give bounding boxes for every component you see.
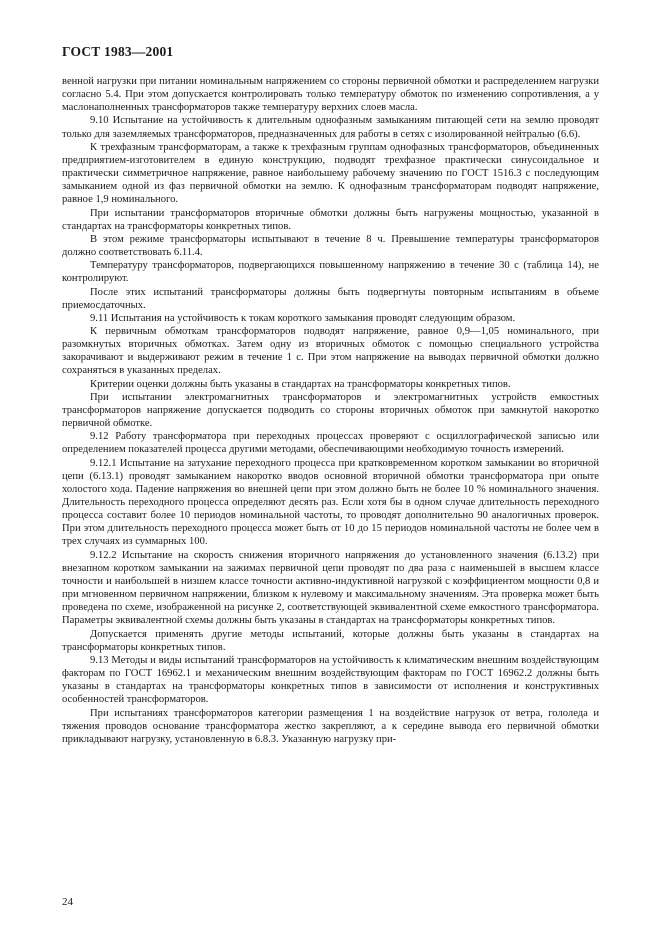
paragraph: При испытании трансформаторов вторичные обмотки должны быть нагружены мощностью, указанной в стандартах на трансформаторы конкретных типов. — [62, 207, 599, 232]
paragraph: К первичным обмоткам трансформаторов подводят напряжение, равное 0,9—1,05 номинального, при разомкнутых вторичных обмотках. Затем одну из вторичных обмоток с помощью специального устройства закорачивают и выдерживают режим в течение 1 с. При этом напряжение на выводах первичной обмотки должно сохраняться в указанных пределах. — [62, 325, 599, 377]
paragraph: После этих испытаний трансформаторы должны быть подвергнуты повторным испытаниям в объеме приемосдаточных. — [62, 286, 599, 311]
paragraph: 9.12 Работу трансформатора при переходных процессах проверяют с осциллографической записью или определением показателей процесса другими методами, обеспечивающими необходимую точность измерений. — [62, 431, 599, 456]
paragraph: Допускается применять другие методы испытаний, которые должны быть указаны в стандартах на трансформаторы конкретных типов. — [62, 628, 599, 653]
paragraph: 9.12.1 Испытание на затухание переходного процесса при кратковременном коротком замыкании во вторичной цепи (6.13.1) проводят замыканием накоротко вводов основной вторичной обмотки трансформатора при опыте холостого хода. Падение напряжения во внешней цепи при этом должно быть не более 10 % номинального значения. Длительность переходного процесса определяют десять раз. Если хотя бы в одном случае длительность переходного процесса составит более 10 периодов номинальной частоты, то проводят дополнительно 90 аналогичных проверок. При этом длительность переходного процесса может быть от 10 до 15 периодов номинальной частоты не более чем в трех случаях из суммарных 100. — [62, 457, 599, 548]
paragraph: Критерии оценки должны быть указаны в стандартах на трансформаторы конкретных типов. — [90, 378, 511, 390]
paragraph: В этом режиме трансформаторы испытывают в течение 8 ч. Превышение температуры трансформаторов должно соответствовать 6.11.4. — [62, 233, 599, 259]
paragraph: 9.11 Испытания на устойчивость к токам короткого замыкания проводят следующим образом. — [90, 312, 516, 324]
paragraph: венной нагрузки при питании номинальным напряжением со стороны первичной обмотки и распределением нагрузки согласно 5.4. При этом допускается контролировать только температуру обмоток по изменению сопротивления, а у маслонаполненных трансформаторов также температуру верхних слоев масла. — [62, 76, 599, 114]
document-body — [62, 75, 599, 746]
paragraph: 9.13 Методы и виды испытаний трансформаторов на устойчивость к климатическим внешним воздействующим факторам по ГОСТ 16962.1 и механическим внешним воздействующим факторам по ГОСТ 16962.2 должны быть указаны в стандартах на трансформаторы конкретных типов в зависимости от исполнения и конструктивных особенностей трансформаторов. — [62, 654, 599, 706]
paragraph: При испытании электромагнитных трансформаторов и электромагнитных устройств емкостных трансформаторов напряжение допускается подводить со стороны вторичных обмоток при замкнутой накоротко первичной обмотке. — [62, 391, 599, 430]
paragraph: При испытаниях трансформаторов категории размещения 1 на воздействие нагрузок от ветра, гололеда и тяжения проводов основание трансформатора жестко закрепляют, а к середине вывода его первичной обмотки прикладывают нагрузку, установленную в 6.8.3. Указанную нагрузку при- — [62, 707, 599, 745]
paragraph: Температуру трансформаторов, подвергающихся повышенному напряжению в течение 30 с (таблица 14), не контролируют. — [62, 260, 599, 285]
document-header: ГОСТ 1983—2001 — [62, 44, 174, 59]
page-number: 24 — [62, 896, 73, 908]
paragraph: К трехфазным трансформаторам, а также к трехфазным группам однофазных трансформаторов, объединенных предприятием-изготовителем в единую конструкцию, подводят трехфазное практически синусоидальное и практически симметричное напряжение, равное наибольшему рабочему значению по ГОСТ 1516.3 с последующим замыканием одной из фаз первичной обмотки на землю. К однофазным трансформаторам подводят напряжение, равное 1,9 номинального. — [62, 141, 599, 206]
paragraph: 9.10 Испытание на устойчивость к длительным однофазным замыканиям питающей сети на землю проводят только для заземляемых трансформаторов, предназначенных для работы в сетях с изолированной нейтралью (6.6). — [62, 115, 599, 140]
paragraph: 9.12.2 Испытание на скорость снижения вторичного напряжения до установленного значения (6.13.2) при внезапном коротком замыкании на зажимах первичной цепи проводят по два раза с наименьшей в высшем классе точности и наибольшей в низшем классе точности активно-индуктивной нагрузкой с коэффициентом мощности 0,8 и при мгновенном первичном напряжении, близком к нулевому и максимальному значениям. Эта проверка может быть проведена по схеме, изображенной на рисунке 2, соответствующей эквивалентной схеме емкостного трансформатора. Параметры эквивалентной схемы должны быть указаны в стандартах на трансформаторы конкретных типов. — [62, 549, 599, 627]
